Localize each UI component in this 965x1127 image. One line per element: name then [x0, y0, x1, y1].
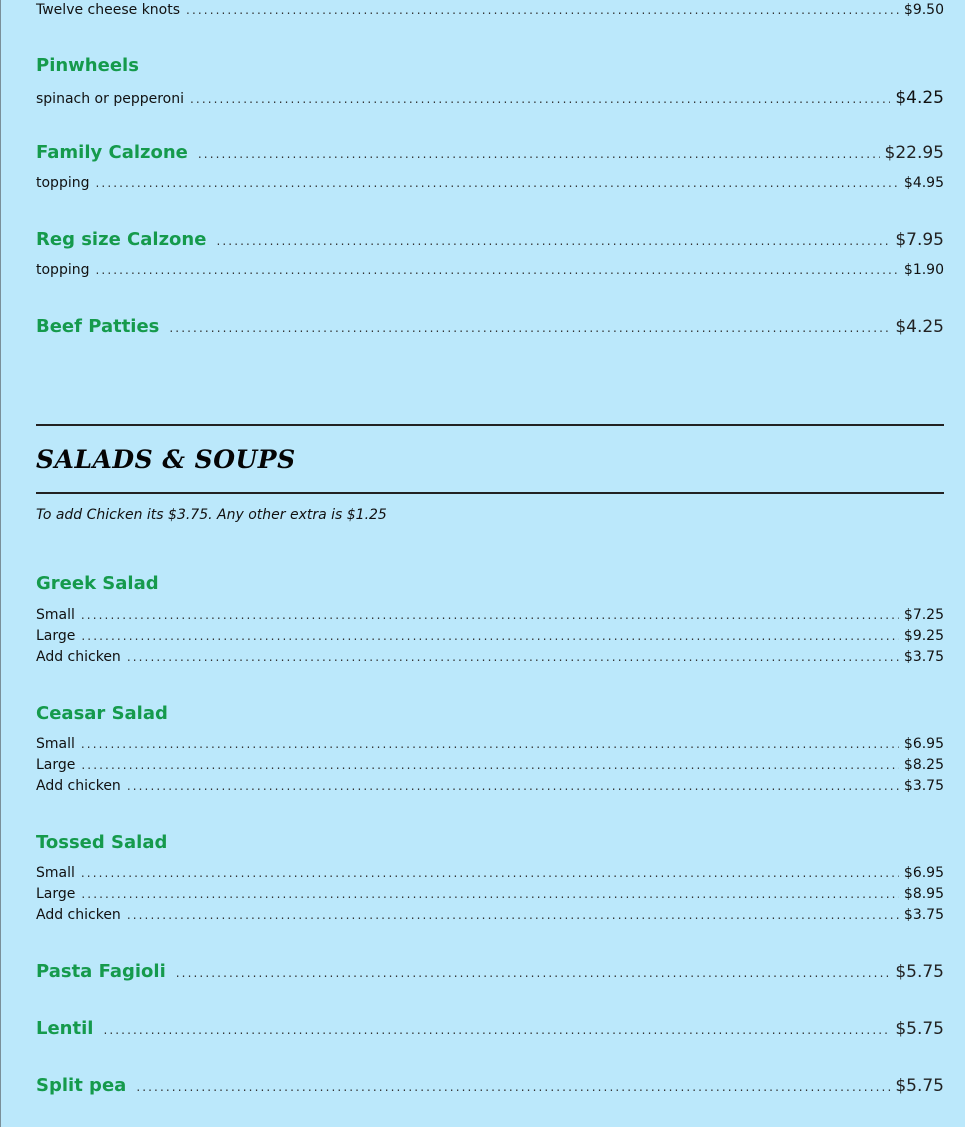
item-price: $5.75 — [895, 1019, 944, 1039]
item-price: $1.90 — [903, 262, 944, 278]
item-label: Large — [36, 757, 76, 773]
item-price: $9.50 — [903, 2, 944, 18]
section-divider-bottom — [36, 492, 944, 494]
dot-leader — [81, 758, 899, 772]
page-left-border — [0, 0, 1, 1127]
item-heading: Split pea — [36, 1075, 127, 1096]
item-heading: Lentil — [36, 1018, 94, 1039]
section-title: SALADS & SOUPS — [36, 445, 296, 474]
dot-leader — [81, 608, 899, 622]
section-divider-top — [36, 424, 944, 426]
item-price: $8.25 — [903, 757, 944, 773]
item-price: $7.95 — [895, 230, 944, 250]
item-price: $7.25 — [903, 607, 944, 623]
item-label: topping — [36, 262, 90, 278]
dot-leader — [136, 1080, 890, 1094]
tossed-salad-large-row — [36, 886, 944, 906]
item-label: Small — [36, 865, 75, 881]
dot-leader — [216, 234, 890, 248]
item-price: $3.75 — [903, 907, 944, 923]
item-price: $5.75 — [895, 1076, 944, 1096]
item-heading: Reg size Calzone — [36, 229, 207, 250]
cheese-knots-row — [36, 2, 944, 22]
pasta-fagioli-row — [36, 961, 944, 987]
ceasar-salad-small-row — [36, 736, 944, 756]
item-label: Add chicken — [36, 778, 121, 794]
greek-salad-chicken-row — [36, 649, 944, 669]
pinwheels-heading: Pinwheels — [36, 55, 139, 76]
ceasar-salad-chicken-row — [36, 778, 944, 798]
dot-leader — [127, 650, 899, 664]
dot-leader — [81, 629, 899, 643]
family-calzone-topping-row — [36, 175, 944, 195]
dot-leader — [190, 92, 890, 106]
item-heading: Pasta Fagioli — [36, 961, 166, 982]
ceasar-salad-heading: Ceasar Salad — [36, 703, 168, 724]
tossed-salad-small-row — [36, 865, 944, 885]
dot-leader — [95, 263, 898, 277]
item-label: Add chicken — [36, 649, 121, 665]
beef-patties-row — [36, 316, 944, 342]
item-label: spinach or pepperoni — [36, 91, 184, 107]
item-price: $6.95 — [903, 865, 944, 881]
item-price: $4.25 — [895, 317, 944, 337]
greek-salad-large-row — [36, 628, 944, 648]
item-price: $22.95 — [884, 143, 944, 163]
split-pea-row — [36, 1075, 944, 1101]
item-label: Add chicken — [36, 907, 121, 923]
tossed-salad-chicken-row — [36, 907, 944, 927]
reg-calzone-topping-row — [36, 262, 944, 282]
dot-leader — [186, 3, 899, 17]
dot-leader — [127, 908, 899, 922]
item-label: Small — [36, 607, 75, 623]
reg-calzone-row — [36, 229, 944, 255]
dot-leader — [103, 1023, 890, 1037]
dot-leader — [81, 887, 899, 901]
item-heading: Family Calzone — [36, 142, 188, 163]
tossed-salad-heading: Tossed Salad — [36, 832, 168, 853]
family-calzone-row — [36, 142, 944, 168]
pinwheels-row — [36, 88, 944, 108]
item-heading: Beef Patties — [36, 316, 160, 337]
item-label: Large — [36, 886, 76, 902]
dot-leader — [81, 866, 899, 880]
dot-leader — [198, 147, 880, 161]
item-price: $4.25 — [895, 88, 944, 108]
dot-leader — [169, 321, 890, 335]
dot-leader — [81, 737, 899, 751]
item-price: $8.95 — [903, 886, 944, 902]
item-price: $3.75 — [903, 649, 944, 665]
item-price: $5.75 — [895, 962, 944, 982]
greek-salad-heading: Greek Salad — [36, 573, 159, 594]
item-label: Large — [36, 628, 76, 644]
item-price: $9.25 — [903, 628, 944, 644]
lentil-row — [36, 1018, 944, 1044]
dot-leader — [95, 176, 898, 190]
dot-leader — [176, 966, 891, 980]
section-note: To add Chicken its $3.75. Any other extra is $1.25 — [36, 507, 387, 523]
item-label: topping — [36, 175, 90, 191]
item-label: Twelve cheese knots — [36, 2, 181, 18]
dot-leader — [127, 779, 899, 793]
greek-salad-small-row — [36, 607, 944, 627]
ceasar-salad-large-row — [36, 757, 944, 777]
item-price: $6.95 — [903, 736, 944, 752]
item-label: Small — [36, 736, 75, 752]
item-price: $3.75 — [903, 778, 944, 794]
item-price: $4.95 — [903, 175, 944, 191]
